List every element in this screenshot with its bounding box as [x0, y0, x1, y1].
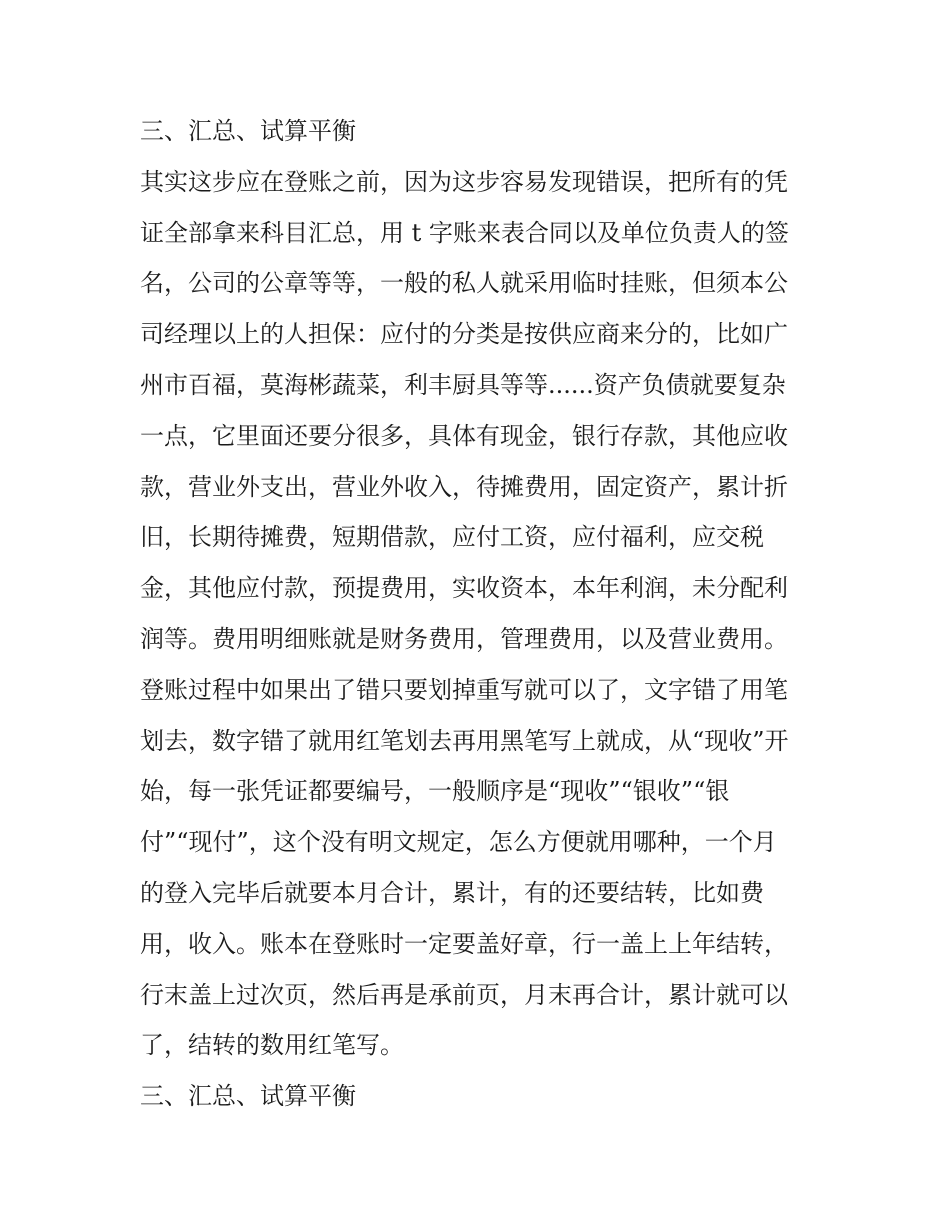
body-line: 款，营业外支出，营业外收入，待摊费用，固定资产，累计折	[140, 472, 788, 501]
body-line: 金，其他应付款，预提费用，实收资本，本年利润，未分配利	[140, 574, 788, 603]
body-line: 付”“现付”，这个没有明文规定，怎么方便就用哪种，一个月	[140, 828, 777, 857]
body-line: 其实这步应在登账之前，因为这步容易发现错误，把所有的凭	[140, 167, 788, 196]
body-line: 司经理以上的人担保：应付的分类是按供应商来分的，比如广	[140, 320, 788, 349]
body-line: 润等。费用明细账就是财务费用，管理费用，以及营业费用。	[140, 624, 788, 653]
document-body	[140, 106, 815, 1122]
body-line: 了，结转的数用红笔写。	[140, 1031, 404, 1060]
body-line: 行末盖上过次页，然后再是承前页，月末再合计，累计就可以	[140, 980, 788, 1009]
body-line: 州市百福，莫海彬蔬菜，利丰厨具等等......资产负债就要复杂	[140, 370, 786, 399]
section-heading: 三、汇总、试算平衡	[140, 1082, 356, 1111]
section-heading: 三、汇总、试算平衡	[140, 117, 356, 145]
body-line: 的登入完毕后就要本月合计，累计，有的还要结转，比如费	[140, 878, 764, 907]
body-line: 划去，数字错了就用红笔划去再用黑笔写上就成，从“现收”开	[140, 726, 789, 755]
body-line: 名，公司的公章等等，一般的私人就采用临时挂账，但须本公	[140, 269, 788, 298]
body-line: 旧，长期待摊费，短期借款，应付工资，应付福利，应交税	[140, 523, 764, 552]
body-line: 证全部拿来科目汇总，用 t 字账来表合同以及单位负责人的签	[140, 218, 789, 247]
body-line: 登账过程中如果出了错只要划掉重写就可以了，文字错了用笔	[140, 675, 788, 704]
body-line: 一点，它里面还要分很多，具体有现金，银行存款，其他应收	[140, 421, 788, 450]
body-line: 始，每一张凭证都要编号，一般顺序是“现收”“银收”“银	[140, 777, 730, 806]
body-line: 用，收入。账本在登账时一定要盖好章，行一盖上上年结转，	[140, 929, 788, 958]
